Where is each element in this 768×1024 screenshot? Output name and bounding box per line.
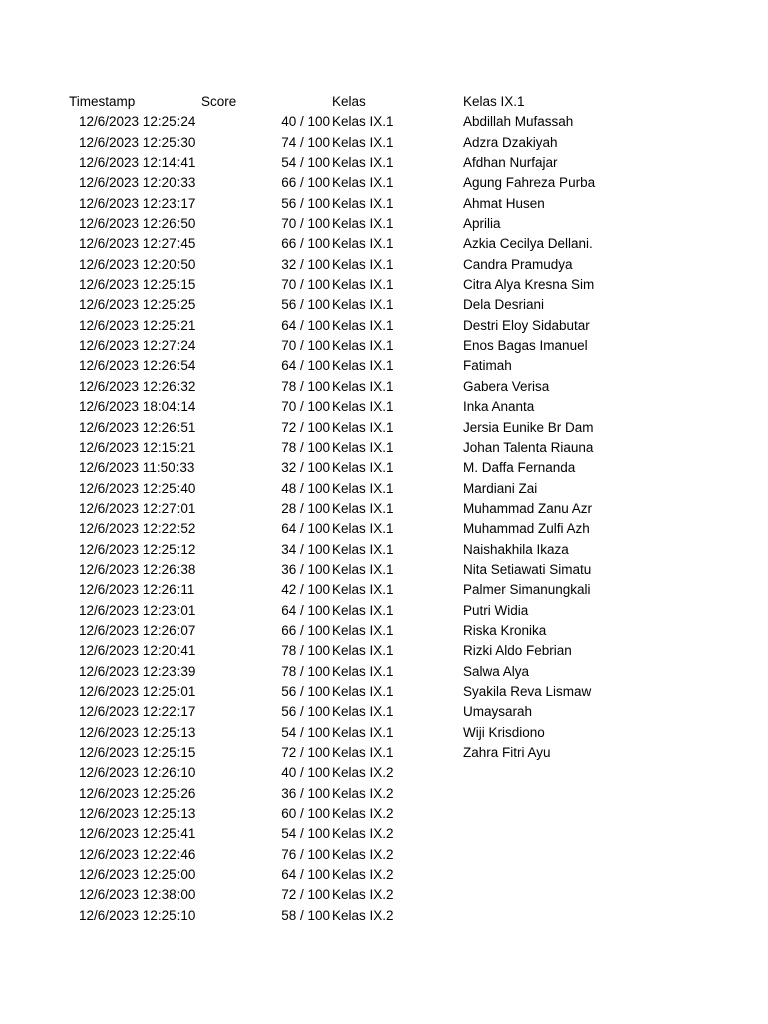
cell-kelas: Kelas IX.1 — [332, 399, 394, 415]
cell-score: 34 / 100 — [281, 541, 330, 557]
cell-score: 64 / 100 — [281, 317, 330, 333]
table-row — [0, 356, 768, 376]
cell-kelas: Kelas IX.1 — [332, 155, 394, 171]
cell-timestamp: 12/6/2023 12:26:11 — [79, 582, 195, 598]
cell-timestamp: 12/6/2023 12:38:00 — [79, 887, 196, 903]
cell-kelas: Kelas IX.1 — [332, 216, 394, 232]
cell-student-name: Adzra Dzakiyah — [463, 134, 558, 150]
cell-kelas: Kelas IX.1 — [332, 582, 394, 598]
cell-timestamp: 12/6/2023 12:26:07 — [79, 622, 196, 638]
cell-student-name: Gabera Verisa — [463, 378, 550, 394]
cell-timestamp: 12/6/2023 12:26:54 — [79, 358, 196, 374]
cell-kelas: Kelas IX.2 — [332, 826, 394, 842]
cell-score: 70 / 100 — [281, 277, 330, 293]
table-row — [0, 540, 768, 560]
table-row — [0, 662, 768, 682]
cell-score: 78 / 100 — [281, 378, 330, 394]
cell-timestamp: 12/6/2023 12:25:13 — [79, 724, 196, 740]
cell-score: 32 / 100 — [281, 256, 330, 272]
cell-score: 70 / 100 — [281, 399, 330, 415]
cell-student-name: Syakila Reva Lismaw — [463, 683, 592, 699]
cell-score: 56 / 100 — [281, 704, 330, 720]
cell-timestamp: 12/6/2023 12:22:52 — [79, 521, 196, 537]
table-row — [0, 173, 768, 193]
cell-timestamp: 12/6/2023 12:25:25 — [79, 297, 196, 313]
cell-score: 70 / 100 — [281, 216, 330, 232]
cell-student-name: Agung Fahreza Purba — [463, 175, 596, 191]
cell-student-name: Muhammad Zanu Azr — [463, 500, 593, 516]
cell-student-name: Aprilia — [463, 216, 501, 232]
table-row — [0, 397, 768, 417]
cell-kelas: Kelas IX.1 — [332, 521, 394, 537]
cell-kelas: Kelas IX.2 — [332, 887, 394, 903]
cell-score: 32 / 100 — [281, 460, 330, 476]
cell-score: 54 / 100 — [281, 155, 330, 171]
table-row — [0, 641, 768, 661]
cell-kelas: Kelas IX.1 — [332, 622, 394, 638]
cell-kelas: Kelas IX.1 — [332, 358, 394, 374]
cell-score: 54 / 100 — [281, 724, 330, 740]
cell-kelas: Kelas IX.1 — [332, 602, 394, 618]
table-row — [0, 438, 768, 458]
cell-student-name: Destri Eloy Sidabutar — [463, 317, 590, 333]
cell-student-name: M. Daffa Fernanda — [463, 460, 576, 476]
table-row — [0, 804, 768, 824]
cell-score: 36 / 100 — [281, 561, 330, 577]
cell-student-name: Salwa Alya — [463, 663, 530, 679]
cell-score: 28 / 100 — [281, 500, 330, 516]
table-row — [0, 255, 768, 275]
cell-student-name: Riska Kronika — [463, 622, 547, 638]
cell-kelas: Kelas IX.1 — [332, 724, 394, 740]
cell-student-name: Azkia Cecilya Dellani. — [463, 236, 593, 252]
cell-score: 54 / 100 — [281, 826, 330, 842]
cell-student-name: Palmer Simanungkali — [463, 582, 591, 598]
cell-score: 66 / 100 — [281, 622, 330, 638]
cell-timestamp: 12/6/2023 12:25:01 — [79, 683, 196, 699]
table-row — [0, 763, 768, 783]
cell-score: 58 / 100 — [281, 907, 330, 923]
cell-timestamp: 12/6/2023 12:25:40 — [79, 480, 196, 496]
cell-kelas: Kelas IX.2 — [332, 867, 394, 883]
table-row — [0, 275, 768, 295]
table-row — [0, 784, 768, 804]
table-row — [0, 824, 768, 844]
cell-score: 78 / 100 — [281, 663, 330, 679]
cell-kelas: Kelas IX.1 — [332, 480, 394, 496]
cell-student-name: Enos Bagas Imanuel — [463, 338, 588, 354]
cell-score: 78 / 100 — [281, 643, 330, 659]
cell-score: 36 / 100 — [281, 785, 330, 801]
cell-kelas: Kelas IX.2 — [332, 785, 394, 801]
cell-student-name: Rizki Aldo Febrian — [463, 643, 572, 659]
cell-student-name: Putri Widia — [463, 602, 529, 618]
cell-kelas: Kelas IX.1 — [332, 561, 394, 577]
cell-score: 64 / 100 — [281, 867, 330, 883]
table-row — [0, 845, 768, 865]
cell-kelas: Kelas IX.1 — [332, 277, 394, 293]
table-row — [0, 743, 768, 763]
cell-score: 72 / 100 — [281, 419, 330, 435]
cell-timestamp: 12/6/2023 18:04:14 — [79, 399, 196, 415]
table-row — [0, 295, 768, 315]
cell-student-name: Johan Talenta Riauna — [463, 439, 594, 455]
cell-kelas: Kelas IX.1 — [332, 236, 394, 252]
table-row — [0, 580, 768, 600]
cell-student-name: Nita Setiawati Simatu — [463, 561, 592, 577]
cell-score: 76 / 100 — [281, 846, 330, 862]
cell-timestamp: 12/6/2023 12:22:46 — [79, 846, 196, 862]
cell-score: 48 / 100 — [281, 480, 330, 496]
cell-kelas: Kelas IX.2 — [332, 765, 394, 781]
table-row — [0, 865, 768, 885]
cell-score: 64 / 100 — [281, 358, 330, 374]
cell-timestamp: 12/6/2023 12:26:10 — [79, 765, 196, 781]
cell-timestamp: 12/6/2023 12:25:15 — [79, 277, 196, 293]
cell-score: 66 / 100 — [281, 175, 330, 191]
cell-kelas: Kelas IX.1 — [332, 704, 394, 720]
cell-kelas: Kelas IX.1 — [332, 745, 394, 760]
table-row — [0, 336, 768, 356]
cell-timestamp: 12/6/2023 12:23:17 — [79, 195, 196, 211]
header-score: Score — [201, 94, 237, 109]
cell-score: 64 / 100 — [281, 521, 330, 537]
cell-score: 40 / 100 — [281, 765, 330, 781]
cell-timestamp: 12/6/2023 12:23:01 — [79, 602, 196, 618]
cell-timestamp: 12/6/2023 12:22:17 — [79, 704, 196, 720]
cell-score: 72 / 100 — [281, 887, 330, 903]
table-body — [0, 112, 768, 926]
cell-student-name: Muhammad Zulfi Azh — [463, 521, 590, 537]
table-row — [0, 377, 768, 397]
table-row — [0, 702, 768, 722]
cell-score: 66 / 100 — [281, 236, 330, 252]
header-kelas: Kelas — [332, 94, 366, 109]
cell-timestamp: 12/6/2023 12:20:41 — [79, 643, 196, 659]
cell-kelas: Kelas IX.2 — [332, 806, 394, 822]
cell-student-name: Candra Pramudya — [463, 256, 573, 272]
cell-score: 74 / 100 — [281, 134, 330, 150]
table-row — [0, 316, 768, 336]
table-row — [0, 479, 768, 499]
cell-timestamp: 12/6/2023 12:20:50 — [79, 256, 196, 272]
cell-kelas: Kelas IX.1 — [332, 419, 394, 435]
cell-kelas: Kelas IX.1 — [332, 541, 394, 557]
cell-kelas: Kelas IX.1 — [332, 663, 394, 679]
header-row — [0, 92, 768, 112]
cell-kelas: Kelas IX.1 — [332, 317, 394, 333]
cell-kelas: Kelas IX.2 — [332, 907, 394, 923]
cell-student-name: Jersia Eunike Br Dam — [463, 419, 594, 435]
cell-timestamp: 12/6/2023 12:25:26 — [79, 785, 196, 801]
cell-timestamp: 12/6/2023 12:27:24 — [79, 338, 196, 354]
cell-timestamp: 12/6/2023 12:26:51 — [79, 419, 196, 435]
cell-student-name: Fatimah — [463, 358, 512, 374]
cell-timestamp: 12/6/2023 12:25:13 — [79, 806, 196, 822]
table-row — [0, 234, 768, 254]
cell-timestamp: 12/6/2023 12:26:50 — [79, 216, 196, 232]
cell-kelas: Kelas IX.1 — [332, 297, 394, 313]
cell-timestamp: 12/6/2023 12:15:21 — [79, 439, 196, 455]
cell-timestamp: 12/6/2023 12:26:32 — [79, 378, 196, 394]
cell-kelas: Kelas IX.1 — [332, 134, 394, 150]
cell-timestamp: 12/6/2023 12:25:21 — [79, 317, 196, 333]
cell-kelas: Kelas IX.1 — [332, 643, 394, 659]
cell-score: 70 / 100 — [281, 338, 330, 354]
table-row — [0, 153, 768, 173]
cell-timestamp: 12/6/2023 12:20:33 — [79, 175, 196, 191]
table-row — [0, 499, 768, 519]
table-row — [0, 560, 768, 580]
cell-timestamp: 12/6/2023 12:25:30 — [79, 134, 196, 150]
cell-kelas: Kelas IX.1 — [332, 256, 394, 272]
cell-timestamp: 12/6/2023 12:14:41 — [79, 155, 196, 171]
cell-timestamp: 12/6/2023 12:25:12 — [79, 541, 196, 557]
cell-kelas: Kelas IX.2 — [332, 846, 394, 862]
cell-kelas: Kelas IX.1 — [332, 175, 394, 191]
cell-timestamp: 12/6/2023 12:25:41 — [79, 826, 196, 842]
cell-student-name: Umaysarah — [463, 704, 533, 720]
cell-timestamp: 12/6/2023 12:23:39 — [79, 663, 196, 679]
cell-student-name: Inka Ananta — [463, 399, 535, 415]
cell-score: 56 / 100 — [281, 195, 330, 211]
cell-student-name: Afdhan Nurfajar — [463, 155, 558, 171]
cell-student-name: Naishakhila Ikaza — [463, 541, 569, 557]
cell-score: 56 / 100 — [281, 297, 330, 313]
cell-student-name: Wiji Krisdiono — [463, 724, 545, 740]
cell-score: 78 / 100 — [281, 439, 330, 455]
table-row — [0, 133, 768, 153]
cell-student-name: Dela Desriani — [463, 297, 545, 313]
cell-timestamp: 12/6/2023 11:50:33 — [79, 460, 195, 476]
table-row — [0, 601, 768, 621]
cell-timestamp: 12/6/2023 12:27:45 — [79, 236, 196, 252]
header-kelas-ix1: Kelas IX.1 — [463, 94, 525, 109]
table-row — [0, 214, 768, 234]
cell-timestamp: 12/6/2023 12:25:00 — [79, 867, 196, 883]
cell-student-name: Mardiani Zai — [463, 480, 538, 496]
cell-student-name: Abdillah Mufassah — [463, 114, 574, 130]
cell-timestamp: 12/6/2023 12:25:24 — [79, 114, 196, 130]
cell-score: 64 / 100 — [281, 602, 330, 618]
cell-kelas: Kelas IX.1 — [332, 683, 394, 699]
table-row — [0, 418, 768, 438]
cell-kelas: Kelas IX.1 — [332, 338, 394, 354]
table-row — [0, 906, 768, 926]
cell-student-name: Zahra Fitri Ayu — [463, 745, 551, 760]
cell-score: 40 / 100 — [281, 114, 330, 130]
cell-student-name: Citra Alya Kresna Sim — [463, 277, 595, 293]
cell-timestamp: 12/6/2023 12:25:15 — [79, 745, 196, 760]
cell-score: 42 / 100 — [281, 582, 330, 598]
table-row — [0, 682, 768, 702]
cell-score: 60 / 100 — [281, 806, 330, 822]
header-timestamp: Timestamp — [69, 94, 136, 109]
cell-kelas: Kelas IX.1 — [332, 439, 394, 455]
cell-timestamp: 12/6/2023 12:25:10 — [79, 907, 196, 923]
cell-timestamp: 12/6/2023 12:26:38 — [79, 561, 196, 577]
cell-student-name: Ahmat Husen — [463, 195, 545, 211]
cell-score: 72 / 100 — [281, 745, 330, 760]
cell-score: 56 / 100 — [281, 683, 330, 699]
table-row — [0, 112, 768, 132]
cell-kelas: Kelas IX.1 — [332, 114, 394, 130]
table-row — [0, 458, 768, 478]
table-row — [0, 621, 768, 641]
cell-kelas: Kelas IX.1 — [332, 460, 394, 476]
spreadsheet — [0, 92, 768, 926]
table-row — [0, 723, 768, 743]
table-row — [0, 194, 768, 214]
table-row — [0, 519, 768, 539]
cell-kelas: Kelas IX.1 — [332, 195, 394, 211]
cell-kelas: Kelas IX.1 — [332, 500, 394, 516]
table-row — [0, 885, 768, 905]
cell-kelas: Kelas IX.1 — [332, 378, 394, 394]
cell-timestamp: 12/6/2023 12:27:01 — [79, 500, 196, 516]
